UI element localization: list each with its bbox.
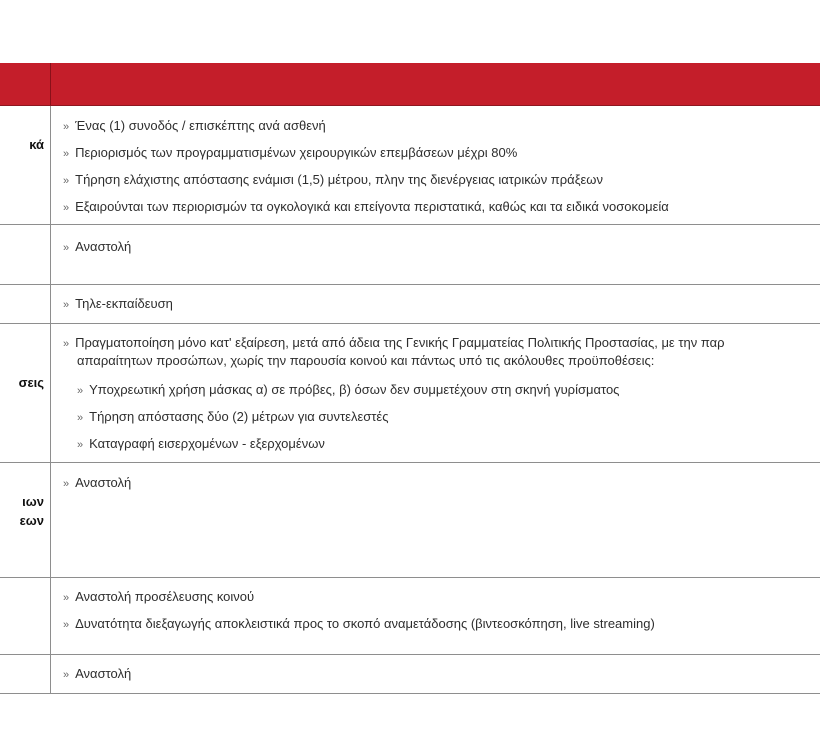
table-row xyxy=(0,655,820,694)
row-category-cell xyxy=(0,285,51,323)
row-category-label: κά xyxy=(29,137,44,152)
sub-list-item: » Καταγραφή εισερχομένων - εξερχομένων xyxy=(77,434,325,455)
list-item: » Αναστολή xyxy=(63,237,131,258)
row-category-cell xyxy=(0,578,51,654)
bullet-icon: » xyxy=(63,338,70,350)
row-category-label: ιων xyxy=(22,494,44,509)
row-category-label: σεις xyxy=(18,375,44,390)
row-category-cell xyxy=(0,324,51,462)
bullet-icon: » xyxy=(63,299,70,311)
bullet-icon: » xyxy=(63,242,70,254)
table-row-hospitals xyxy=(0,106,820,225)
list-item: » Αναστολή xyxy=(63,473,131,494)
bullet-icon: » xyxy=(77,385,84,397)
row-measures-cell xyxy=(63,285,820,323)
list-item: » Τήρηση ελάχιστης απόστασης ενάμισι (1,5) μέτρου, πλην της διενέργειας ιατρικών πράξεων xyxy=(63,170,603,191)
sub-list-item: » Υποχρεωτική χρήση μάσκας α) σε πρόβες, β) όσων δεν συμμετέχουν στη σκηνή γυρίσματος xyxy=(77,380,619,401)
bullet-icon: » xyxy=(63,592,70,604)
measures-table xyxy=(0,63,820,694)
row-measures-cell xyxy=(63,463,820,577)
bullet-icon: » xyxy=(63,669,70,681)
row-measures-cell xyxy=(63,578,820,654)
row-measures-cell xyxy=(63,106,820,224)
sub-list-item: » Τήρηση απόστασης δύο (2) μέτρων για συντελεστές xyxy=(77,407,388,428)
bullet-icon: » xyxy=(77,412,84,424)
list-item: » Εξαιρούνται των περιορισμών τα ογκολογικά και επείγοντα περιστατικά, καθώς και τα ειδικά νοσοκομεία xyxy=(63,197,669,218)
row-measures-cell xyxy=(63,324,820,462)
table-row xyxy=(0,463,820,578)
row-category-cell xyxy=(0,463,51,577)
bullet-icon: » xyxy=(63,619,70,631)
list-item: » Πραγματοποίηση μόνο κατ' εξαίρεση, μετά από άδεια της Γενικής Γραμματείας Πολιτικής Προστασίας, με την παρ xyxy=(63,333,725,354)
list-item: » Αναστολή xyxy=(63,664,131,685)
header-divider xyxy=(50,63,51,105)
bullet-icon: » xyxy=(63,478,70,490)
row-category-label: εων xyxy=(19,513,44,528)
list-item: » Περιορισμός των προγραμματισμένων χειρουργικών επεμβάσεων μέχρι 80% xyxy=(63,143,517,164)
row-category-cell xyxy=(0,225,51,284)
bullet-icon: » xyxy=(63,202,70,214)
table-row xyxy=(0,324,820,463)
bullet-icon: » xyxy=(77,439,84,451)
row-measures-cell xyxy=(63,655,820,693)
table-header xyxy=(0,63,820,106)
list-item: » Ένας (1) συνοδός / επισκέπτης ανά ασθενή xyxy=(63,116,326,137)
list-item: » Αναστολή προσέλευσης κοινού xyxy=(63,587,254,608)
bullet-icon: » xyxy=(63,175,70,187)
row-category-cell xyxy=(0,106,51,224)
list-item: » Τηλε-εκπαίδευση xyxy=(63,294,173,315)
row-measures-cell xyxy=(63,225,820,284)
list-item-continuation: απαραίτητων προσώπων, χωρίς την παρουσία κοινού και πάντως υπό τις ακόλουθες προϋποθέσεις: xyxy=(77,353,655,368)
bullet-icon: » xyxy=(63,148,70,160)
table-row xyxy=(0,578,820,655)
row-category-cell xyxy=(0,655,51,693)
table-row xyxy=(0,285,820,324)
bullet-icon: » xyxy=(63,121,70,133)
list-item: » Δυνατότητα διεξαγωγής αποκλειστικά προς το σκοπό αναμετάδοσης (βιντεοσκόπηση, live streaming) xyxy=(63,614,655,635)
table-row xyxy=(0,225,820,285)
